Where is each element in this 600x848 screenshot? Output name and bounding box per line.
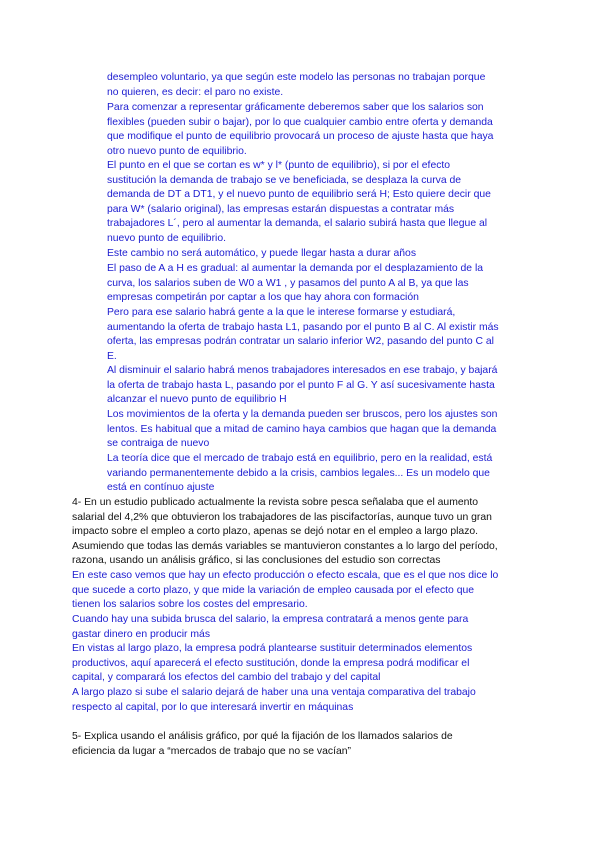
answer-4-abrupt-rise [72,613,530,642]
paragraph-flexible-wages [107,101,528,159]
text-line: tienen los salarios sobre los costes del empresario. [72,599,308,611]
text-line: la oferta de trabajo hasta L, pasando por el punto F al G. Y así sucesivamente hasta [107,379,495,391]
text-line: Pero para ese salario habrá gente a la que le interese formarse y estudiará, [107,307,456,318]
text-line: 4- En un estudio publicado actualmente la revista sobre pesca señalaba que el aumento [72,497,479,508]
paragraph-not-automatic [107,247,528,262]
text-line: Al disminuir el salario habrá menos trabajadores interesados en ese trabajo, y bajará [107,365,498,376]
text-line: A largo plazo si sube el salario dejará de haber una una ventaja comparativa del trabajo [72,687,476,698]
text-line: Los movimientos de la oferta y la demanda pueden ser bruscos, pero los ajustes son [107,409,498,420]
text-line: flexibles (pueden subir o bajar), por lo que cualquier cambio entre oferta y demanda [107,116,493,128]
paragraph-equilibrium-point [107,159,528,247]
text-line: salarial del 4,2% que obtuvieron los trabajadores de las piscifactorías, aunque tuvo un gran [72,511,492,523]
text-line: razona, usando un análisis gráfico, si las conclusiones del estudio son correctas [72,555,441,567]
paragraph-gradual-step [107,262,528,306]
paragraph-wage-decrease [107,364,528,408]
text-line: Para comenzar a representar gráficamente deberemos saber que los salarios son [107,102,484,113]
text-line: En este caso vemos que hay un efecto producción o efecto escala, que es el que nos dice lo [72,570,499,581]
text-line: Cuando hay una subida brusca del salario, la empresa contratará a menos gente para [72,614,469,625]
answer-4-scale-effect [72,569,530,613]
paragraph-voluntary-unemployment [107,71,528,100]
text-line: para W* (salario original), las empresas estarán dispuestas a contratar más [107,203,455,215]
text-line: que sucede a corto plazo, y que mide la variación de empleo causada por el efecto que [72,584,475,596]
text-line: Asumiendo que todas las demás variables se mantuvieron constantes a lo largo del período, [72,540,498,552]
text-line: El punto en el que se cortan es w* y l* (punto de equilibrio), si por el efecto [107,160,451,171]
answer-4-substitution-effect [72,642,530,686]
text-line: no quieren, es decir: el paro no existe. [107,86,284,98]
text-line: se contraiga de nuevo [107,438,210,450]
text-line: oferta, las empresas podrán contratar un salario inferior W2, pasando del punto C al [107,336,494,348]
paragraph-abrupt-movements [107,408,528,452]
text-line: alcanzar el nuevo punto de equilibrio H [107,394,287,406]
answer-4-long-run [72,686,530,715]
text-line: trabajadores L´, pero al aumentar la demanda, el salario subirá hasta que llegue al [107,218,488,230]
text-line: El paso de A a H es gradual: al aumentar la demanda por el desplazamiento de la [107,263,484,274]
text-line: aumentando la oferta de trabajo hasta L1, pasando por el punto B al C. Al existir más [107,321,499,333]
text-line: 5- Explica usando el análisis gráfico, por qué la fijación de los llamados salarios de [72,731,453,742]
text-line: está en contínuo ajuste [107,482,215,494]
text-line: curva, los salarios suben de W0 a W1 , y pasamos del punto A al B, ya que las [107,277,469,289]
paragraph-theory-vs-reality [107,452,528,496]
text-line: demanda de DT a DT1, y el nuevo punto de equilibrio será H; Esto quiere decir que [107,189,491,201]
text-line: impacto sobre el empleo a corto plazo, apenas se dejó notar en el empleo a largo plazo. [72,526,479,538]
text-line: eficiencia da lugar a “mercados de trabajo que no se vacían” [72,745,351,757]
text-line: La teoría dice que el mercado de trabajo está en equilibrio, pero en la realidad, está [107,453,493,464]
text-line: empresas competirán por captar a los que hay ahora con formación [107,292,419,304]
text-line: gastar dinero en producir más [72,628,211,640]
text-line: que modifique el punto de equilibrio provocará un proceso de ajuste hasta que haya [107,131,494,143]
paragraph-training-supply [107,306,528,364]
text-line: E. [107,350,117,362]
question-4 [72,496,530,569]
text-line: sustitución la demanda de trabajo se ve beneficiada, se desplaza la curva de [107,174,462,186]
text-line: desempleo voluntario, ya que según este modelo las personas no trabajan porque [107,72,486,83]
text-line: otro nuevo punto de equilibrio. [107,145,247,157]
text-line: nuevo punto de equilibrio. [107,232,227,244]
text-line: Este cambio no será automático, y puede llegar hasta a durar años [107,248,417,259]
text-line: productivos, aquí aparecerá el efecto sustitución, donde la empresa podrá modificar el [72,657,470,669]
text-line: capital, y comparará los efectos del cambio del trabajo y del capital [72,672,381,684]
text-line: lentos. Es habitual que a mitad de camino haya cambios que hagan que la demanda [107,423,497,435]
text-line: variando permanentemente debido a la crisis, cambios legales... Es un modelo que [107,467,490,479]
question-5 [72,730,530,759]
text-line: En vistas al largo plazo, la empresa podrá plantearse sustituir determinados elementos [72,643,473,654]
text-line: respecto al capital, por lo que interesará invertir en máquinas [72,701,354,713]
